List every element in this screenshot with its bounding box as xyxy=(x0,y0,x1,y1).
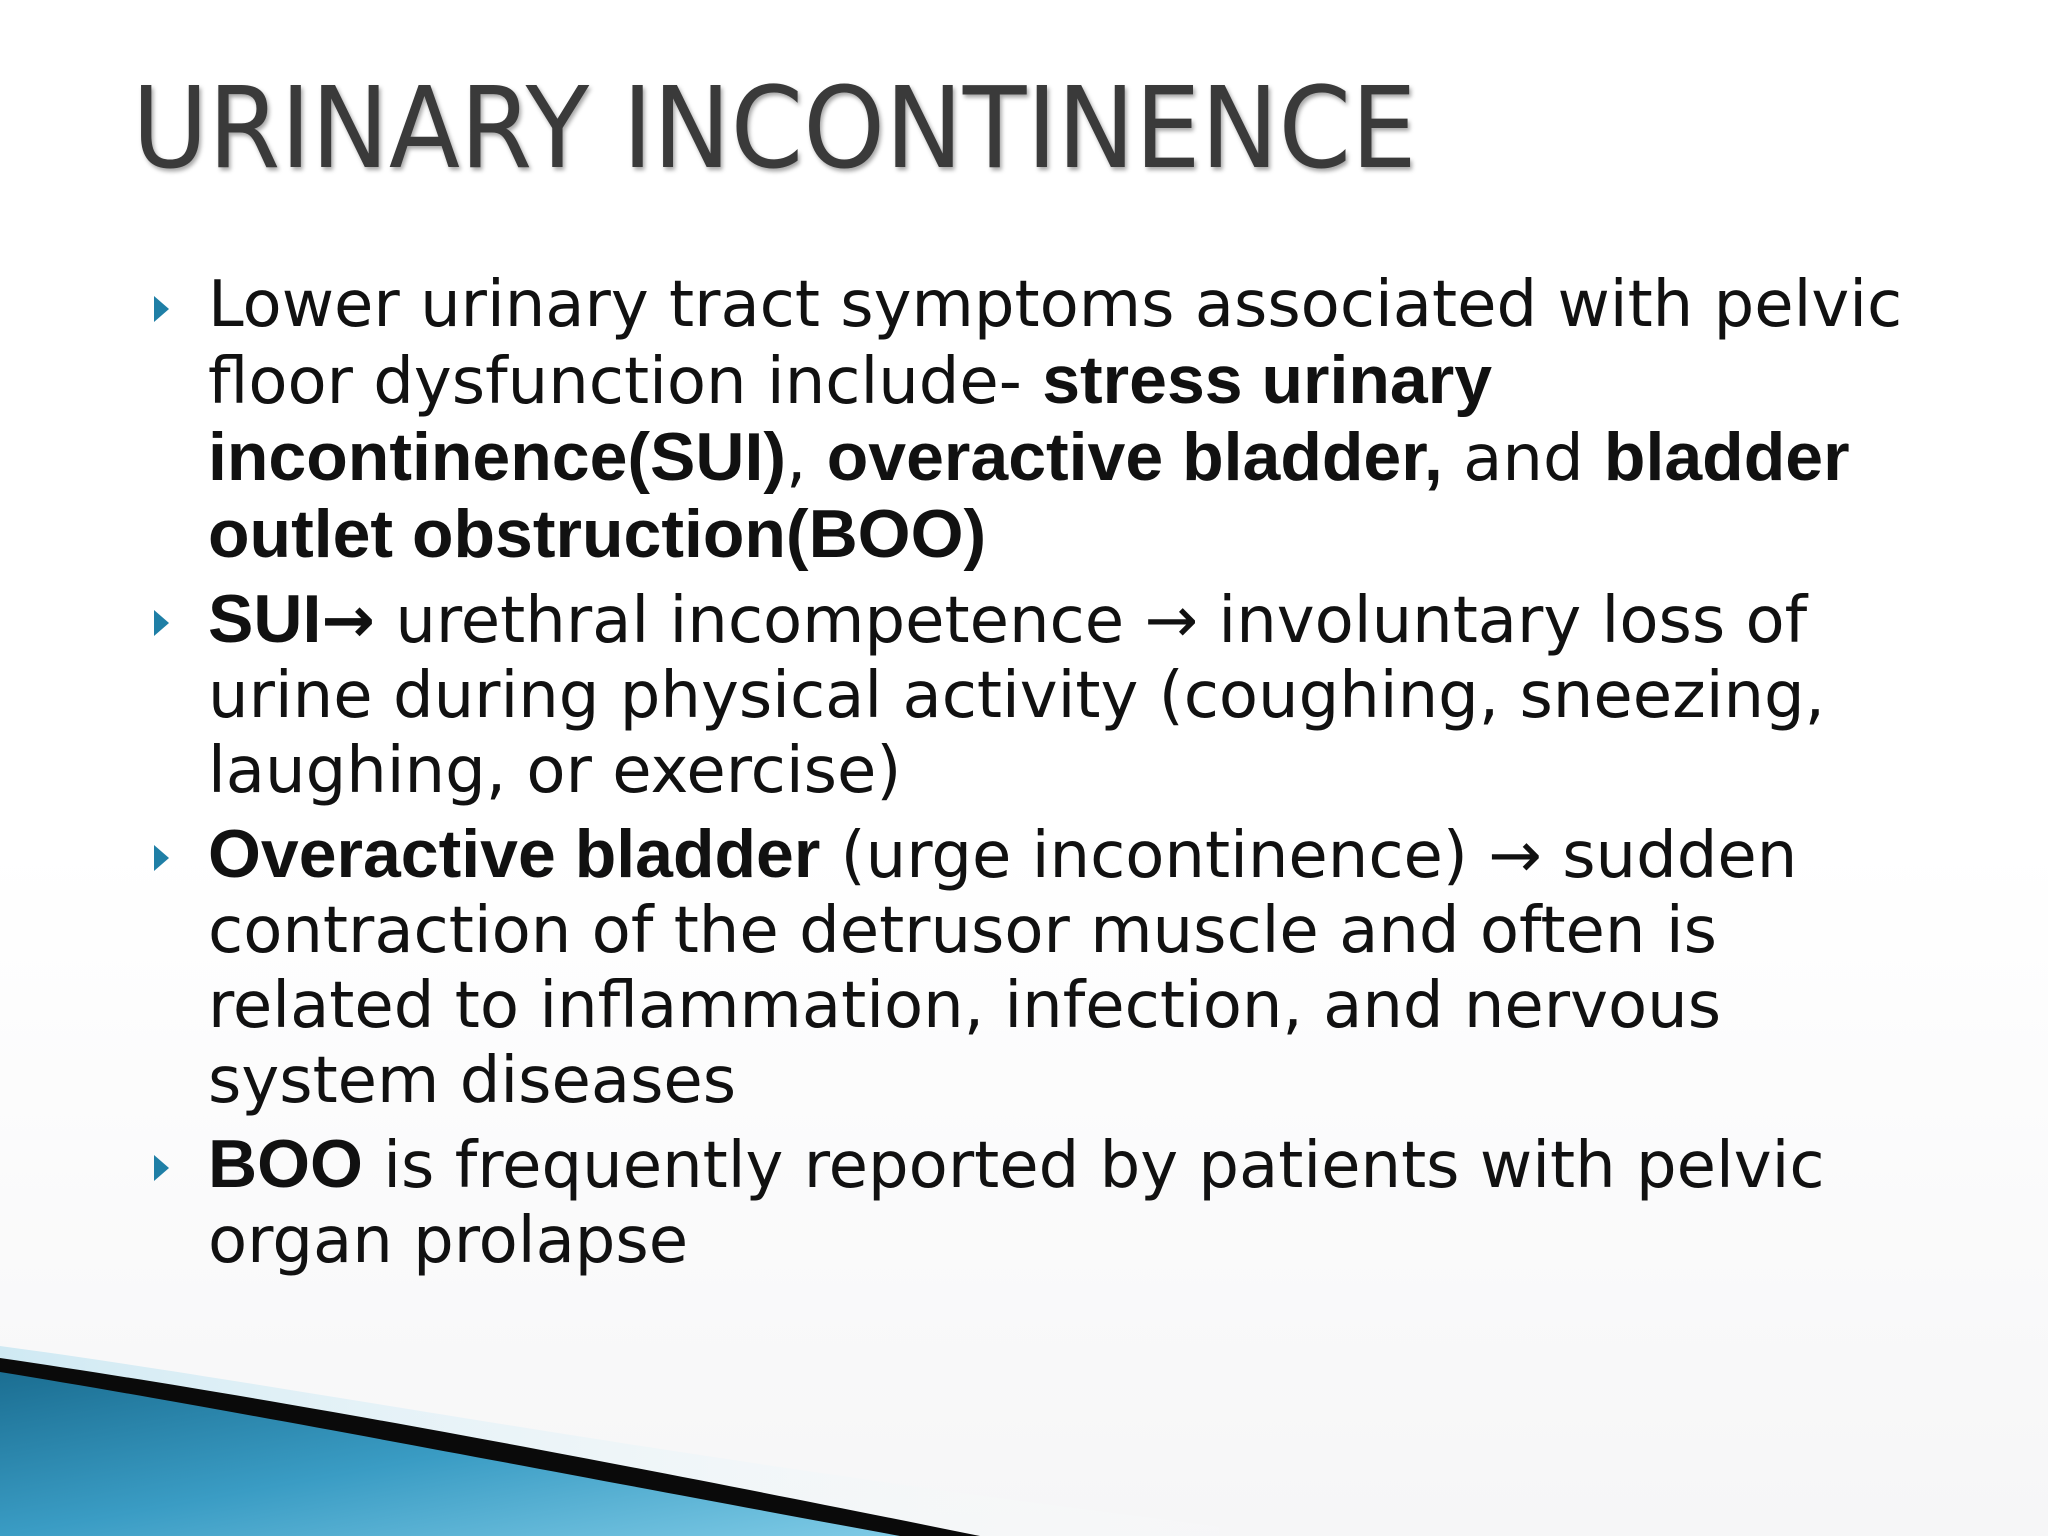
bullet-text-bold: BOO xyxy=(208,1126,363,1202)
bullet-list xyxy=(140,268,1940,1287)
arrow-right-icon: → xyxy=(1488,819,1542,893)
bullet-item xyxy=(140,1127,1940,1279)
bullet-text: , xyxy=(786,422,827,496)
bullet-text: (urge incontinence) xyxy=(820,819,1489,893)
decorative-swoosh xyxy=(0,1276,1300,1536)
slide-title: URINARY INCONTINENCE xyxy=(132,62,1417,194)
bullet-text-bold: SUI xyxy=(208,581,322,657)
bullet-text: urethral incompetence xyxy=(374,584,1145,658)
bullet-triangle-icon xyxy=(154,296,169,322)
bullet-item xyxy=(140,582,1940,809)
bullet-triangle-icon xyxy=(154,610,169,636)
bullet-text-bold: bladder outlet obstruction(BOO) xyxy=(208,419,1850,572)
bullet-text: and xyxy=(1442,422,1604,496)
arrow-right-icon: → xyxy=(321,584,375,658)
bullet-text-bold: Overactive bladder xyxy=(208,816,821,892)
bullet-item xyxy=(140,817,1940,1119)
bullet-item xyxy=(140,268,1940,574)
bullet-triangle-icon xyxy=(154,845,169,871)
bullet-text: sudden contraction of the detrusor muscle and often is related to inflammation, infection, and nervous system diseases xyxy=(208,819,1798,1118)
bullet-text-bold: overactive bladder, xyxy=(826,419,1443,495)
swoosh-blue xyxy=(0,1372,900,1536)
bullet-text: is frequently reported by patients with pelvic organ prolapse xyxy=(208,1129,1825,1278)
bullet-text: involuntary loss of urine during physical activity (coughing, sneezing, laughing, or exercise) xyxy=(208,584,1825,808)
bullet-text-bold: stress urinary incontinence(SUI) xyxy=(208,342,1493,495)
bullet-triangle-icon xyxy=(154,1155,169,1181)
bullet-text: Lower urinary tract symptoms associated with pelvic floor dysfunction include- xyxy=(208,268,1903,419)
arrow-right-icon: → xyxy=(1144,584,1199,658)
